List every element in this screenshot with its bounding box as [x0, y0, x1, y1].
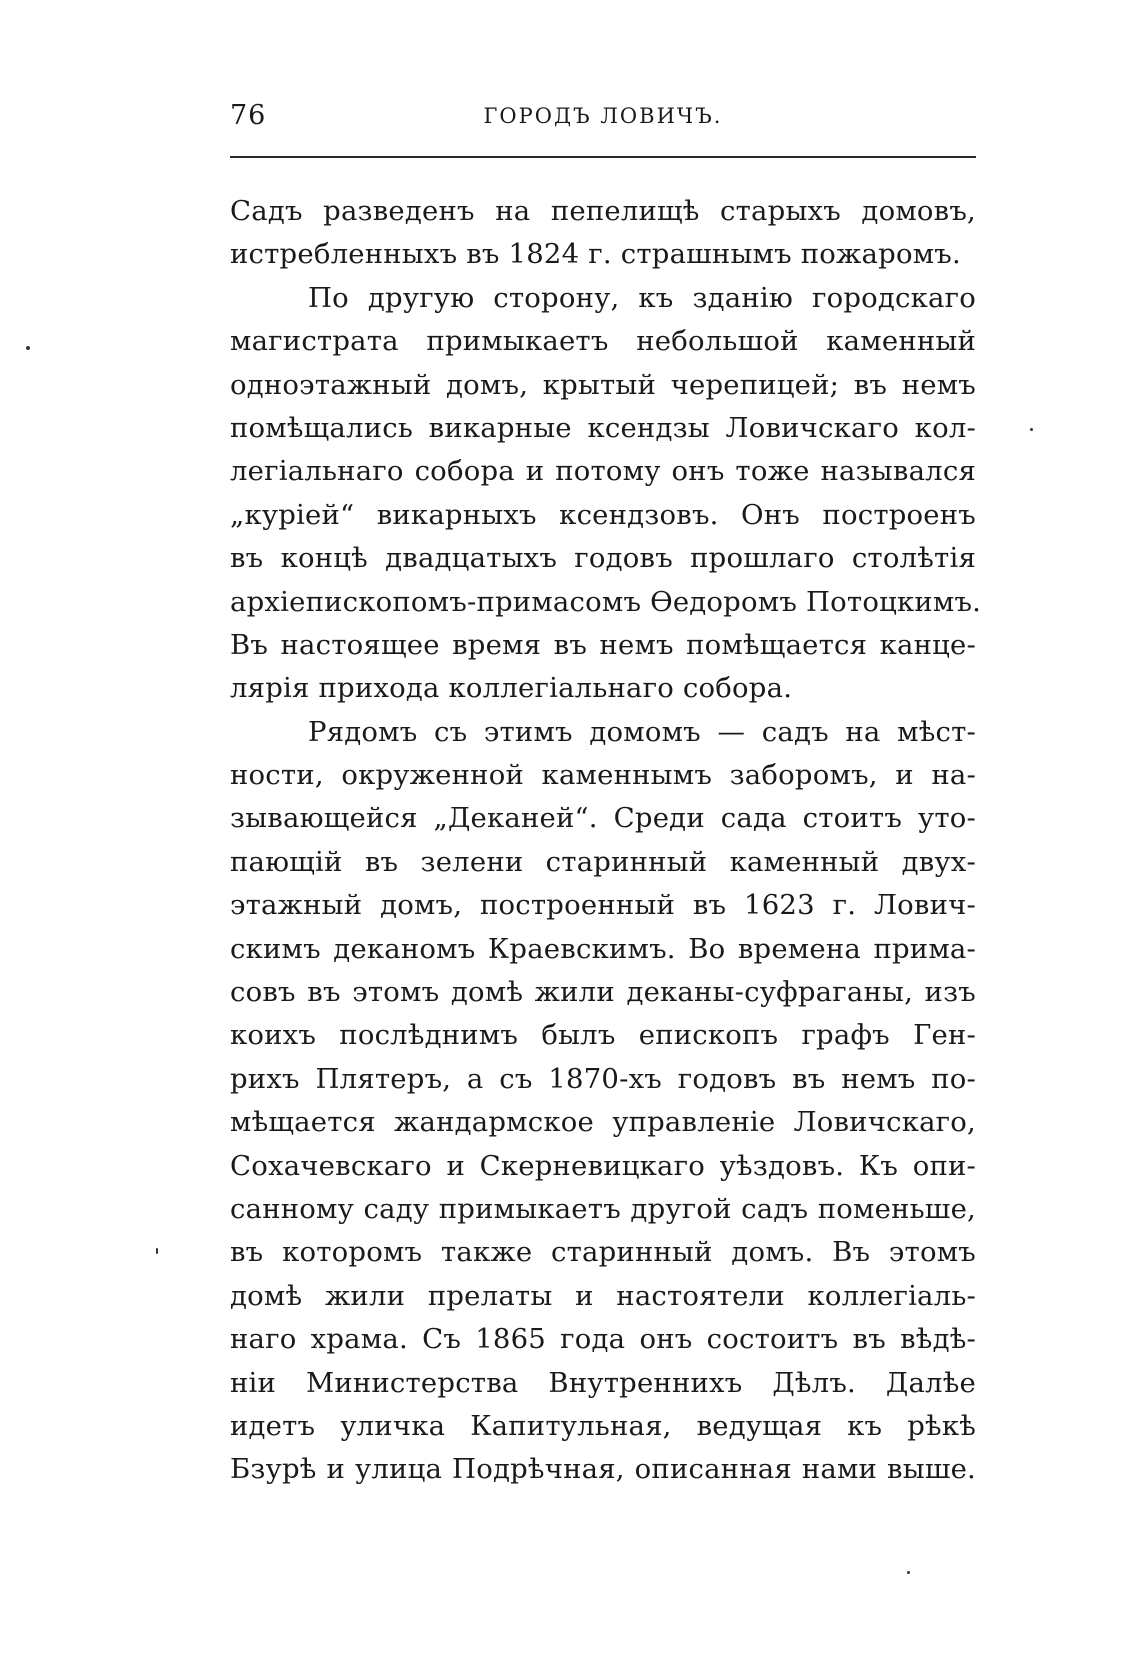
scan-speck [156, 1248, 158, 1254]
text-line: По другую сторону, къ зданію городскаго [308, 281, 976, 314]
text-line: зывающейся „Деканей“. Среди сада стоитъ уто- [230, 802, 976, 835]
text-line: въ концѣ двадцатыхъ годовъ прошлаго столѣтія [230, 542, 976, 575]
text-line: Сохачевскаго и Скерневицкаго уѣздовъ. Къ опи- [230, 1149, 976, 1182]
text-line: въ которомъ также старинный домъ. Въ этомъ [230, 1236, 976, 1269]
text-line: совъ въ этомъ домѣ жили деканы-суфраганы, изъ [230, 976, 976, 1009]
text-line: архіепископомъ-примасомъ Ѳедоромъ Потоцкимъ. [230, 585, 982, 618]
text-line: Рядомъ съ этимъ домомъ — садъ на мѣст- [308, 715, 976, 748]
text-line: помѣщались викарные ксендзы Ловичскаго кол- [230, 411, 976, 444]
body-text [230, 190, 982, 1492]
text-line: Въ настоящее время въ немъ помѣщается канце- [230, 628, 976, 661]
scan-speck [26, 346, 30, 350]
text-line: ніи Министерства Внутреннихъ Дѣлъ. Далѣе [230, 1366, 976, 1399]
page-header [230, 100, 976, 140]
text-line: этажный домъ, построенный въ 1623 г. Лович- [230, 889, 976, 922]
scan-speck [907, 1571, 910, 1574]
text-line: одноэтажный домъ, крытый черепицей; въ немъ [230, 368, 976, 401]
text-line: истребленныхъ въ 1824 г. страшнымъ пожаромъ. [230, 238, 961, 271]
text-line: мѣщается жандармское управленіе Ловичскаго, [230, 1106, 976, 1139]
text-line: Бзурѣ и улица Подрѣчная, описанная нами выше. [230, 1453, 976, 1486]
text-line: лярія прихода коллегіальнаго собора. [230, 672, 793, 705]
text-line: ности, окруженной каменнымъ заборомъ, и на- [230, 759, 976, 792]
header-rule [230, 156, 976, 158]
text-line: магистрата примыкаетъ небольшой каменный [230, 325, 976, 358]
text-line: пающій въ зелени старинный каменный двух- [230, 845, 976, 878]
page-number: 76 [230, 100, 267, 131]
text-line: Садъ разведенъ на пепелищѣ старыхъ домовъ, [230, 195, 976, 227]
text-line: рихъ Плятеръ, а съ 1870-хъ годовъ въ немъ по- [230, 1062, 976, 1095]
text-line: коихъ послѣднимъ былъ епископъ графъ Ген- [230, 1019, 976, 1052]
text-line: скимъ деканомъ Краевскимъ. Во времена прима- [230, 932, 976, 965]
scan-speck [1030, 428, 1033, 431]
text-line: санному саду примыкаетъ другой садъ поменьше, [230, 1192, 976, 1225]
text-line: „куріей“ викарныхъ ксендзовъ. Онъ построенъ [230, 498, 976, 531]
running-title: ГОРОДЪ ЛОВИЧЪ. [483, 104, 723, 128]
text-line: наго храма. Съ 1865 года онъ состоитъ въ вѣдѣ- [230, 1323, 976, 1356]
text-line: легіальнаго собора и потому онъ тоже назывался [230, 455, 976, 488]
text-line: идетъ уличка Капитульная, ведущая къ рѣкѣ [230, 1409, 976, 1442]
text-line: домѣ жили прелаты и настоятели коллегіаль- [230, 1279, 976, 1312]
